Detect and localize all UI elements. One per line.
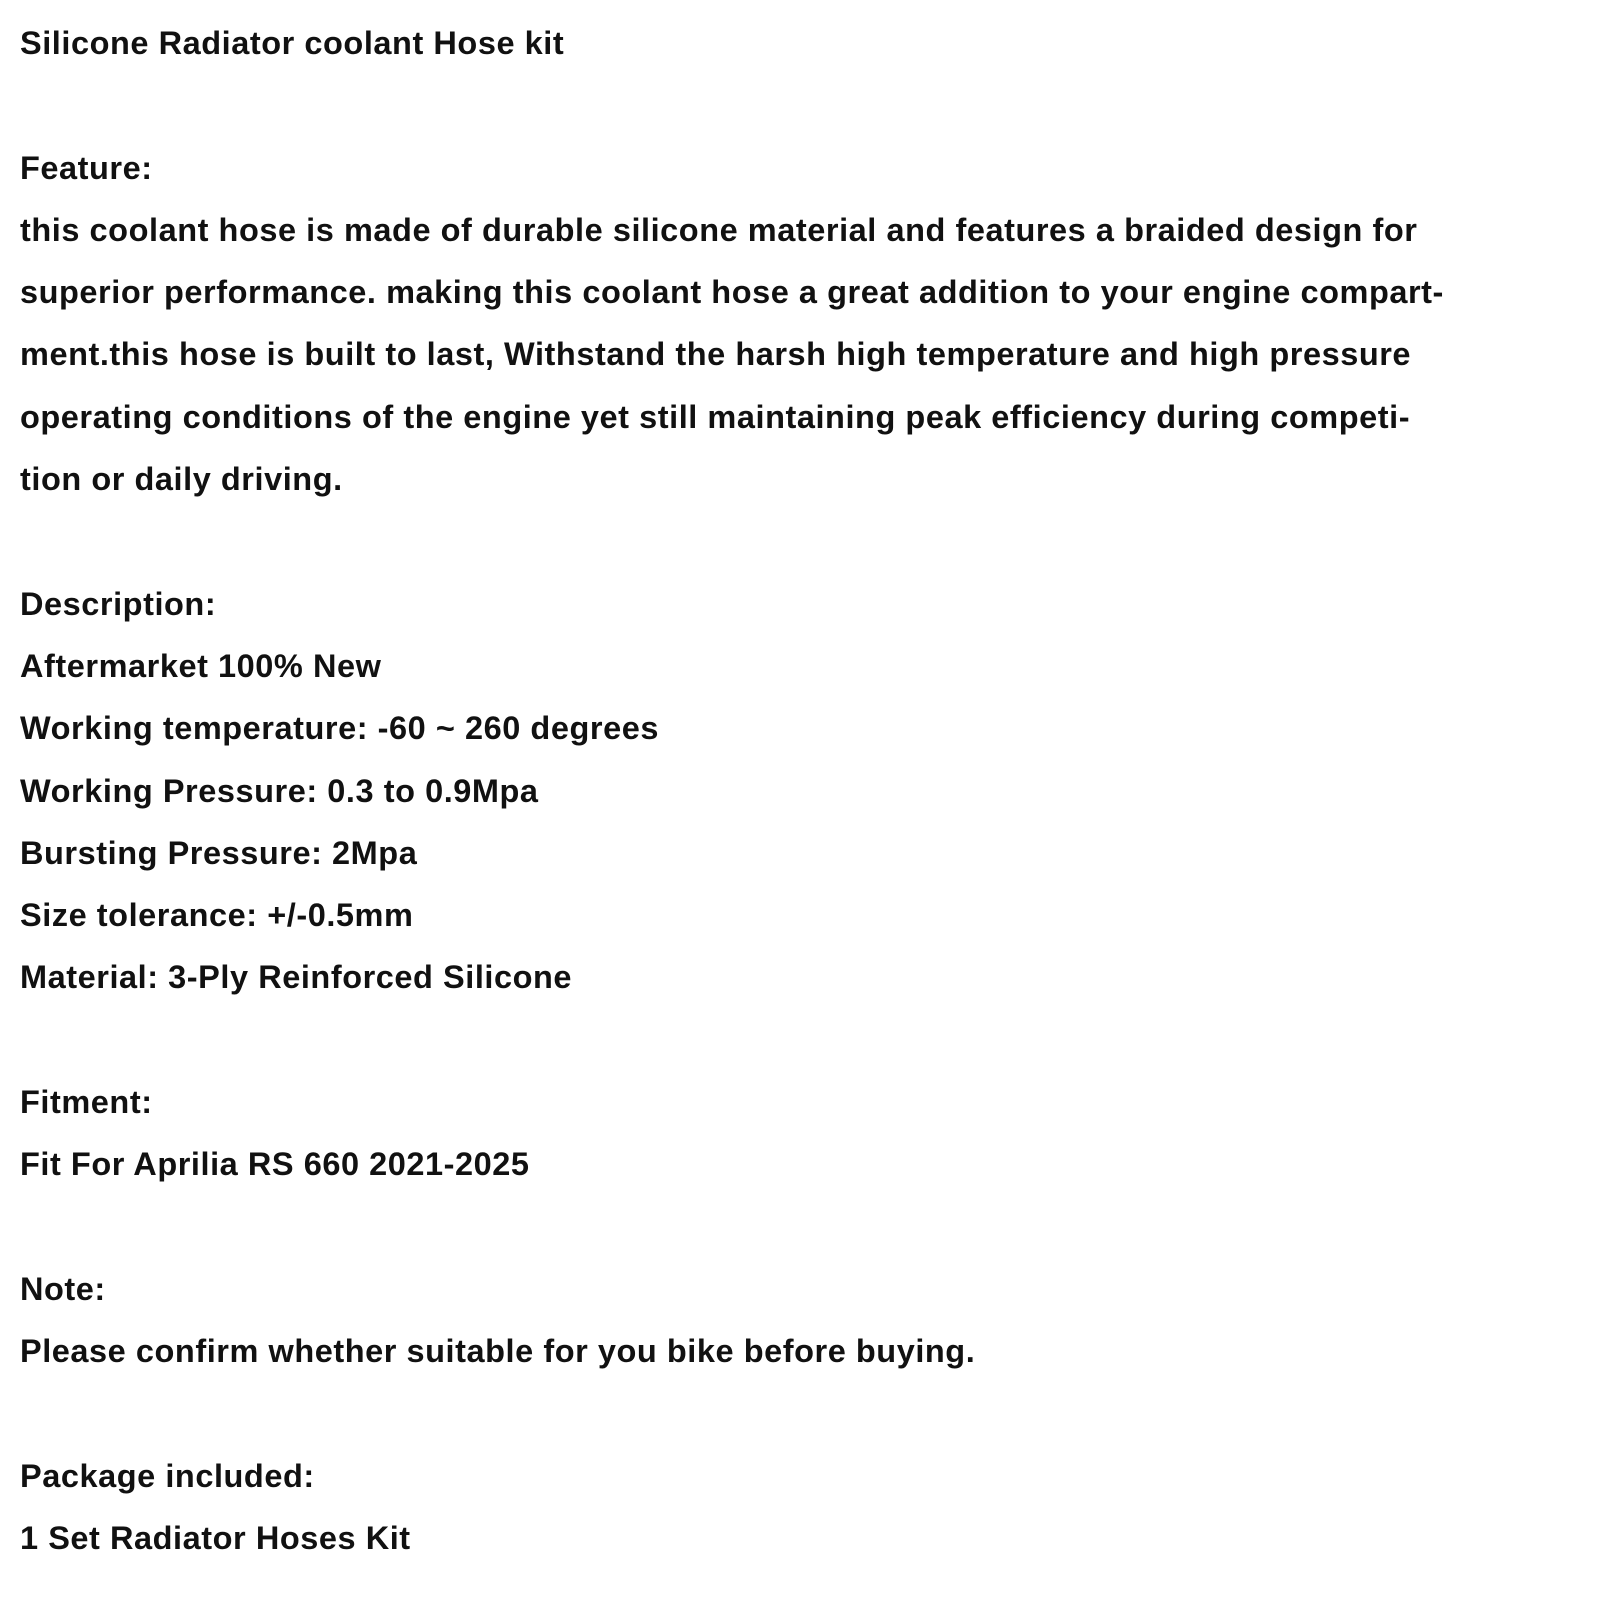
feature-line: this coolant hose is made of durable silicone material and features a braided design for: [20, 211, 1418, 248]
spacer: [20, 1009, 1595, 1071]
spacer: [20, 1196, 1595, 1258]
feature-line: tion or daily driving.: [20, 461, 343, 498]
fitment-line: Fit For Aprilia RS 660 2021-2025: [20, 1146, 530, 1183]
document-title: Silicone Radiator coolant Hose kit: [20, 25, 565, 61]
feature-line: ment.this hose is built to last, Withstand the harsh high temperature and high pressure: [20, 336, 1412, 373]
package-heading: Package included:: [20, 1457, 315, 1494]
description-line: Bursting Pressure: 2Mpa: [20, 834, 418, 871]
note-line: Please confirm whether suitable for you bike before buying.: [20, 1333, 976, 1370]
description-line: Working temperature: -60 ~ 260 degrees: [20, 710, 659, 747]
spacer: [20, 510, 1595, 572]
product-description-document: [20, 12, 1595, 1569]
feature-heading: Feature:: [20, 149, 153, 186]
spacer: [20, 74, 1595, 136]
description-line: Material: 3-Ply Reinforced Silicone: [20, 959, 573, 996]
feature-line: superior performance. making this coolant hose a great addition to your engine compart-: [20, 274, 1444, 311]
feature-line: operating conditions of the engine yet still maintaining peak efficiency during competi-: [20, 398, 1411, 435]
package-line: 1 Set Radiator Hoses Kit: [20, 1520, 411, 1557]
description-line: Working Pressure: 0.3 to 0.9Mpa: [20, 772, 539, 809]
spacer: [20, 1383, 1595, 1445]
fitment-heading: Fitment:: [20, 1084, 153, 1121]
description-line: Size tolerance: +/-0.5mm: [20, 897, 414, 934]
description-line: Aftermarket 100% New: [20, 647, 382, 684]
description-heading: Description:: [20, 585, 217, 622]
note-heading: Note:: [20, 1270, 106, 1307]
